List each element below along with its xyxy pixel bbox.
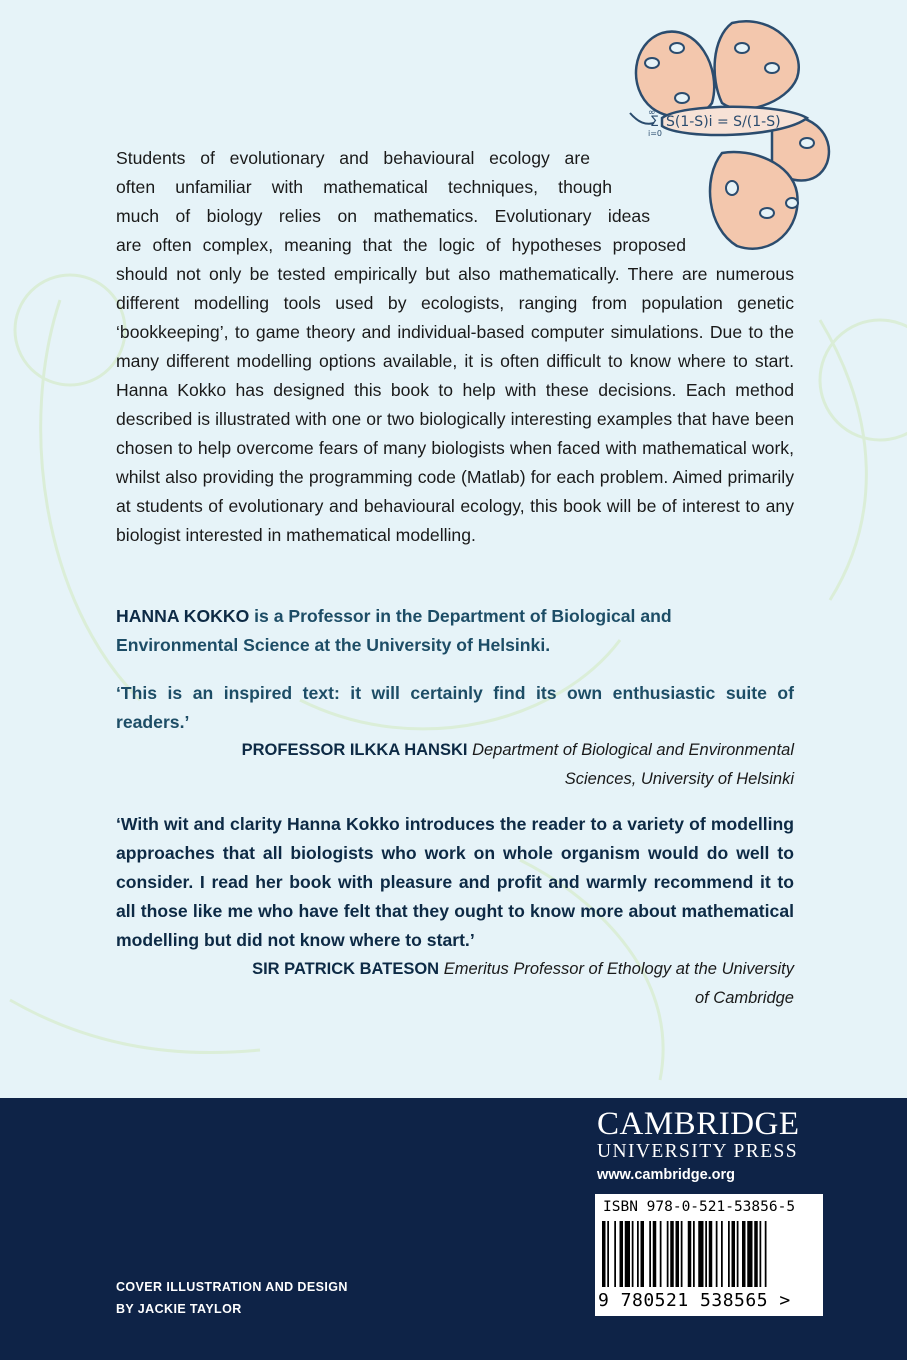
barcode-bar: [760, 1221, 762, 1287]
author-bio: [116, 602, 794, 660]
barcode-bar: [754, 1221, 758, 1287]
barcode-bar: [625, 1221, 630, 1287]
barcode-bar: [632, 1221, 634, 1287]
barcode-bar: [705, 1221, 707, 1287]
blurb-line-4: are often complex, meaning that the logic of hypotheses proposed: [116, 235, 686, 255]
cover-credit: [116, 1276, 348, 1320]
barcode-bar: [602, 1221, 606, 1287]
barcode-bar: [732, 1221, 736, 1287]
barcode-bar: [676, 1221, 680, 1287]
barcode-bar: [747, 1221, 752, 1287]
credit-line-1: COVER ILLUSTRATION AND DESIGN: [116, 1280, 348, 1294]
barcode-bar: [698, 1221, 703, 1287]
reviewer-name-2: SIR PATRICK BATESON: [252, 960, 440, 978]
formula-text: S(1-S)i = S/(1-S): [666, 114, 781, 130]
barcode-bar: [688, 1221, 692, 1287]
barcode-bar: [667, 1221, 669, 1287]
barcode-icon: [602, 1221, 816, 1289]
barcode-bar: [765, 1221, 767, 1287]
butterfly-illustration: [622, 8, 852, 253]
barcode-bar: [649, 1221, 651, 1287]
barcode-bar: [709, 1221, 713, 1287]
credit-line-2: BY JACKIE TAYLOR: [116, 1302, 242, 1316]
barcode-bar: [670, 1221, 674, 1287]
publisher-subtitle: UNIVERSITY PRESS: [597, 1141, 798, 1162]
blurb-body: should not only be tested empirically but also mathematically. There are numerous different modelling tools used by ecologists, ranging from population genetic ‘bookkeeping’, to game theory and individual-based computer simulations. Due to the many different modelling options available, it is often difficult to know where to start. Hanna Kokko has designed this book to help with these decisions. Each method described is illustrated with one or two biologically interesting examples that have been chosen to help overcome fears of many biologists when faced with mathematical work, whilst also providing the programming code (Matlab) for each problem. Aimed primarily at students of evolutionary and behavioural ecology, this book will be of interest to any biologist interested in mathematical modelling.: [116, 264, 794, 545]
isbn-label: ISBN 978-0-521-53856-5: [603, 1199, 796, 1215]
author-name: HANNA KOKKO: [116, 606, 250, 626]
barcode-bar: [653, 1221, 657, 1287]
publisher-url: www.cambridge.org: [597, 1167, 736, 1183]
review-attribution-2: [234, 955, 794, 1013]
reviewer-role-2: Emeritus Professor of Ethology at the University of Cambridge: [443, 960, 794, 1007]
publisher-logo: [597, 1106, 827, 1188]
barcode-bar: [737, 1221, 739, 1287]
blurb-line-1: Students of evolutionary and behavioural ecology are: [116, 148, 590, 168]
barcode-bar: [614, 1221, 616, 1287]
reviewer-role-1: Department of Biological and Environmental Sciences, University of Helsinki: [472, 741, 794, 788]
barcode-bar: [660, 1221, 662, 1287]
author-bio-text: is a Professor in the Department of Biological and Environmental Science at the University of Helsinki.: [116, 606, 672, 655]
blurb-line-2: often unfamiliar with mathematical techniques, though: [116, 177, 612, 197]
barcode-box: [595, 1194, 823, 1316]
sum-upper-limit: ∞: [648, 108, 656, 118]
barcode-bar: [693, 1221, 695, 1287]
barcode-bar: [607, 1221, 609, 1287]
publisher-name: CAMBRIDGE: [597, 1106, 800, 1142]
barcode-bar: [728, 1221, 730, 1287]
sum-lower-limit: i=0: [648, 129, 663, 138]
barcode-bar: [681, 1221, 683, 1287]
review-attribution-1: [234, 736, 794, 794]
blurb-line-3: much of biology relies on mathematics. Evolutionary ideas: [116, 206, 650, 226]
barcode-bar: [620, 1221, 624, 1287]
barcode-bar: [716, 1221, 718, 1287]
barcode-bar: [637, 1221, 639, 1287]
barcode-bar: [641, 1221, 645, 1287]
barcode-digits: 9 780521 538565 >: [598, 1290, 791, 1311]
reviewer-name-1: PROFESSOR ILKKA HANSKI: [241, 741, 468, 759]
review-quote-1: ‘This is an inspired text: it will certainly find its own enthusiastic suite of readers.’: [116, 683, 794, 732]
svg-text:Σ: Σ: [650, 114, 659, 130]
barcode-bar: [721, 1221, 723, 1287]
barcode-bar: [742, 1221, 746, 1287]
review-quote-2: ‘With wit and clarity Hanna Kokko introduces the reader to a variety of modelling approaches that all biologists who work on whole organism would do well to consider. I read her book with pleasure and profit and warmly recommend it to all those like me who have felt that they ought to know more about mathematical modelling but did not know where to start.’: [116, 814, 794, 950]
butterfly-wing-upper-right: [715, 21, 799, 109]
